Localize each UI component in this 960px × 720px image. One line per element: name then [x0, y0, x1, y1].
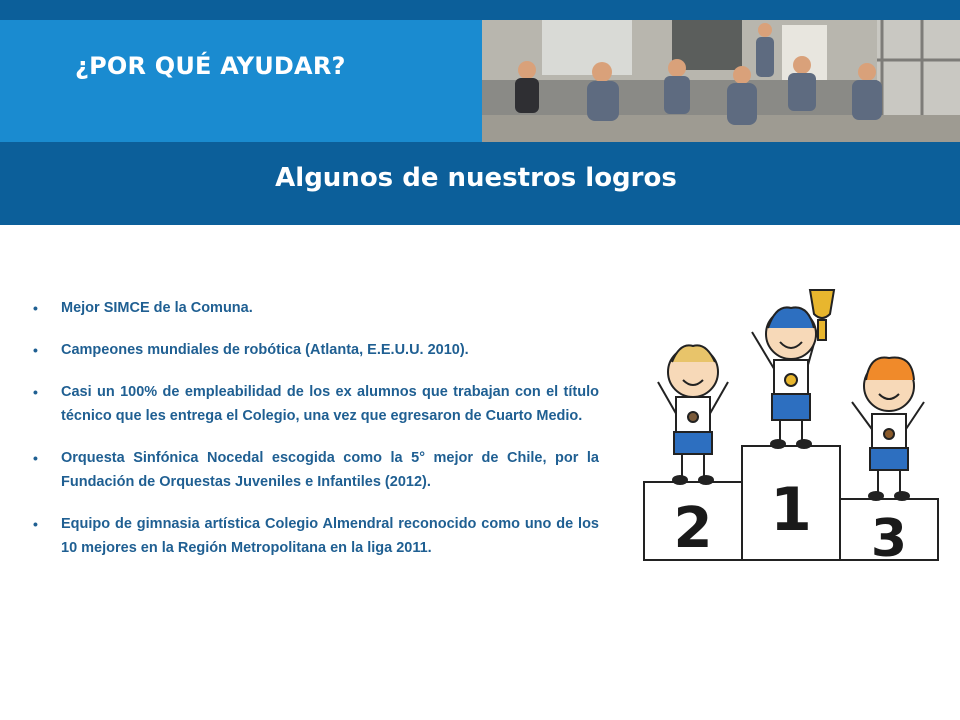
achievement-item: • Campeones mundiales de robótica (Atlanta, E.E.U.U. 2010). [33, 338, 599, 362]
kid-second-place [658, 345, 728, 484]
podium-number-3: 3 [870, 509, 908, 569]
kid-third-place [852, 357, 924, 500]
header-band [0, 20, 482, 142]
podium-number-2: 2 [673, 496, 713, 561]
achievement-item: • Casi un 100% de empleabilidad de los ex alumnos que trabajan con el título técnico que les entrega el Colegio, una vez que egresaron de Cuarto Medio. [33, 380, 599, 428]
section-title: Algunos de nuestros logros [275, 163, 677, 193]
children-photo [482, 20, 960, 142]
achievement-item: • Equipo de gimnasia artística Colegio Almendral reconocido como uno de los 10 mejores en la Región Metropolitana en la liga 2011. [33, 512, 599, 560]
achievement-item: • Orquesta Sinfónica Nocedal escogida como la 5° mejor de Chile, por la Fundación de Orquestas Juveniles e Infantiles (2012). [33, 446, 599, 494]
kid-first-place [752, 290, 834, 448]
top-strip [0, 0, 960, 20]
podium-illustration [620, 262, 950, 572]
header-title: ¿POR QUÉ AYUDAR? [75, 52, 346, 80]
podium-number-1: 1 [770, 475, 812, 545]
achievements-list [33, 296, 599, 578]
achievement-item: • Mejor SIMCE de la Comuna. [33, 296, 599, 320]
